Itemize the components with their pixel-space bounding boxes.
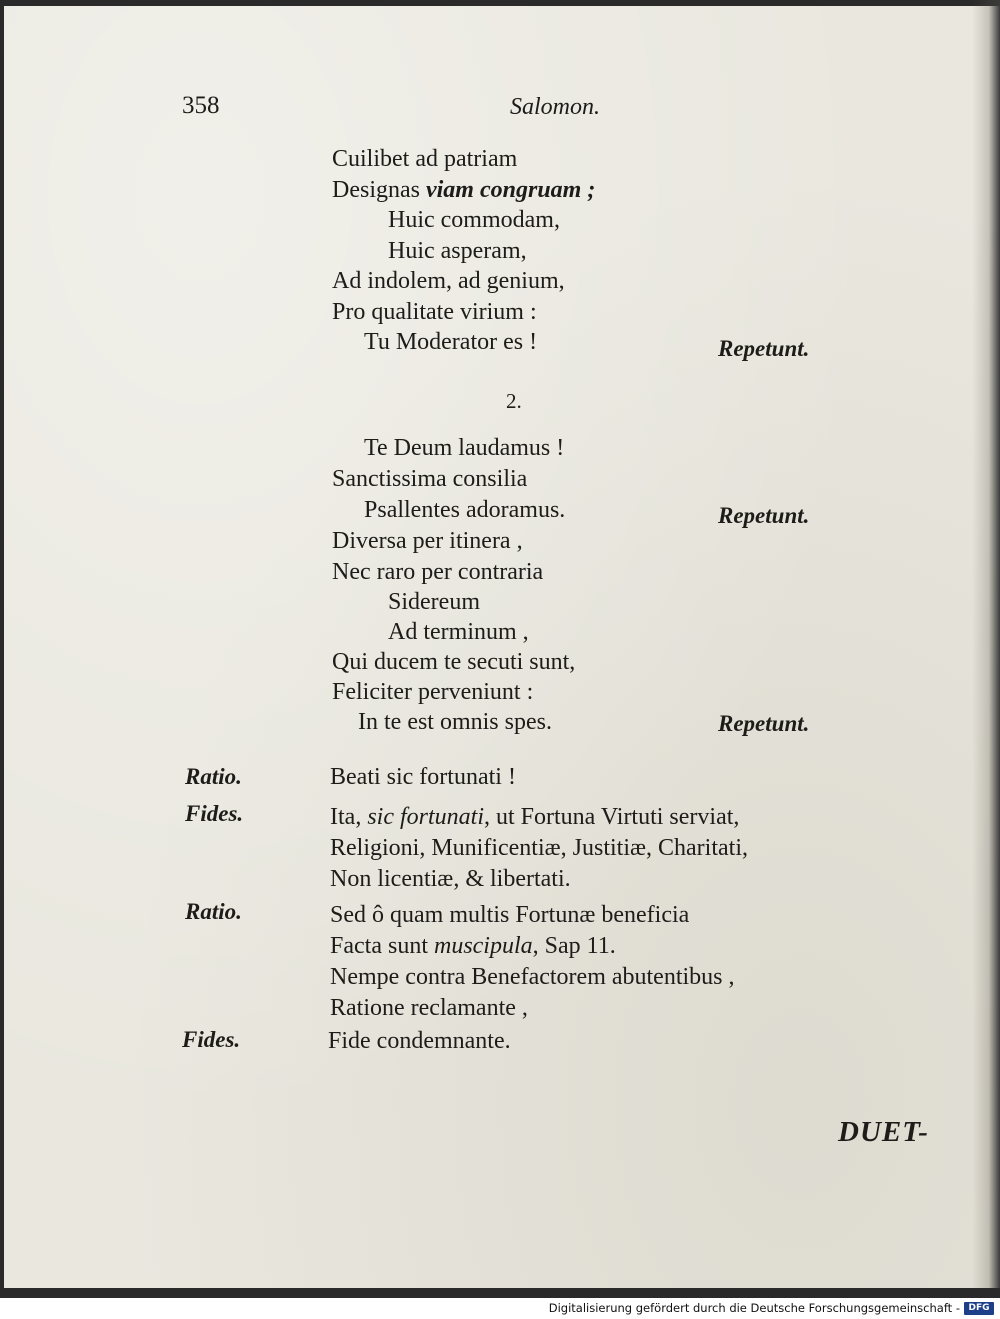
repetunt-note: Repetunt.: [718, 336, 810, 361]
verse-line: Diversa per itinera ,: [332, 528, 523, 554]
verse-line: In te est omnis spes.: [358, 709, 552, 735]
scan-edge-left: [0, 0, 4, 1298]
dialogue-text: Facta sunt: [330, 933, 434, 959]
dialogue-italic-text: muscipula: [433, 933, 533, 959]
running-title: Salomon.: [510, 94, 600, 120]
verse-line: Tu Moderator es !: [364, 329, 538, 355]
verse-line: Ad terminum ,: [388, 619, 529, 645]
catchword: DUET-: [838, 1116, 929, 1148]
verse-line: Ad indolem, ad genium,: [332, 268, 565, 294]
scan-edge-bottom: [0, 1288, 1000, 1298]
verse-line: Sidereum: [388, 589, 480, 615]
footer-credit: Digitalisierung gefördert durch die Deutsche Forschungsgemeinschaft -: [548, 1301, 960, 1315]
verse-line: Huic asperam,: [388, 238, 527, 264]
dialogue-line: Fide condemnante.: [328, 1028, 511, 1054]
verse-italic-text: viam congruam ;: [425, 177, 596, 203]
verse-line: Nec raro per contraria: [332, 559, 544, 585]
dialogue-italic-text: sic fortunati: [367, 804, 484, 830]
scan-edge-top: [0, 0, 1000, 6]
speaker-label: Fides.: [185, 801, 244, 826]
dialogue-line: [330, 932, 616, 960]
digitization-footer: [0, 1298, 1000, 1319]
dialogue-text: Ita,: [330, 804, 368, 830]
speaker-label: Ratio.: [185, 764, 242, 789]
verse-line: Psallentes adoramus.: [364, 497, 566, 523]
verse-line: Te Deum laudamus !: [364, 435, 565, 461]
dfg-logo-icon: DFG: [964, 1302, 994, 1315]
dialogue-text: , Sap 11.: [532, 933, 616, 959]
verse-line: Qui ducem te secuti sunt,: [332, 649, 576, 675]
dialogue-line: Religioni, Munificentiæ, Justitiæ, Charitati,: [330, 835, 748, 861]
verse-line: [332, 176, 595, 204]
page-number: 358: [182, 92, 220, 119]
repetunt-note: Repetunt.: [718, 503, 810, 528]
dialogue-line: [330, 803, 739, 831]
repetunt-note: Repetunt.: [718, 711, 810, 736]
speaker-label: Ratio.: [185, 899, 242, 924]
speaker-label: Fides.: [182, 1027, 241, 1052]
verse-line: Sanctissima consilia: [332, 466, 528, 492]
verse-line: Huic commodam,: [388, 207, 560, 233]
dialogue-line: Ratione reclamante ,: [330, 995, 528, 1021]
dialogue-line: Beati sic fortunati !: [330, 764, 516, 790]
verse-line: Feliciter perveniunt :: [332, 679, 534, 705]
dialogue-line: Sed ô quam multis Fortunæ beneficia: [330, 902, 690, 928]
dialogue-line: Nempe contra Benefactorem abutentibus ,: [330, 964, 735, 990]
verse-line: Cuilibet ad patriam: [332, 146, 518, 172]
section-number: 2.: [506, 389, 522, 413]
dialogue-line: Non licentiæ, & libertati.: [330, 866, 571, 892]
scan-edge-right: [972, 0, 1000, 1298]
verse-text: Designas: [332, 177, 420, 203]
verse-line: Pro qualitate virium :: [332, 299, 537, 325]
dialogue-text: , ut Fortuna Virtuti serviat,: [483, 804, 740, 830]
